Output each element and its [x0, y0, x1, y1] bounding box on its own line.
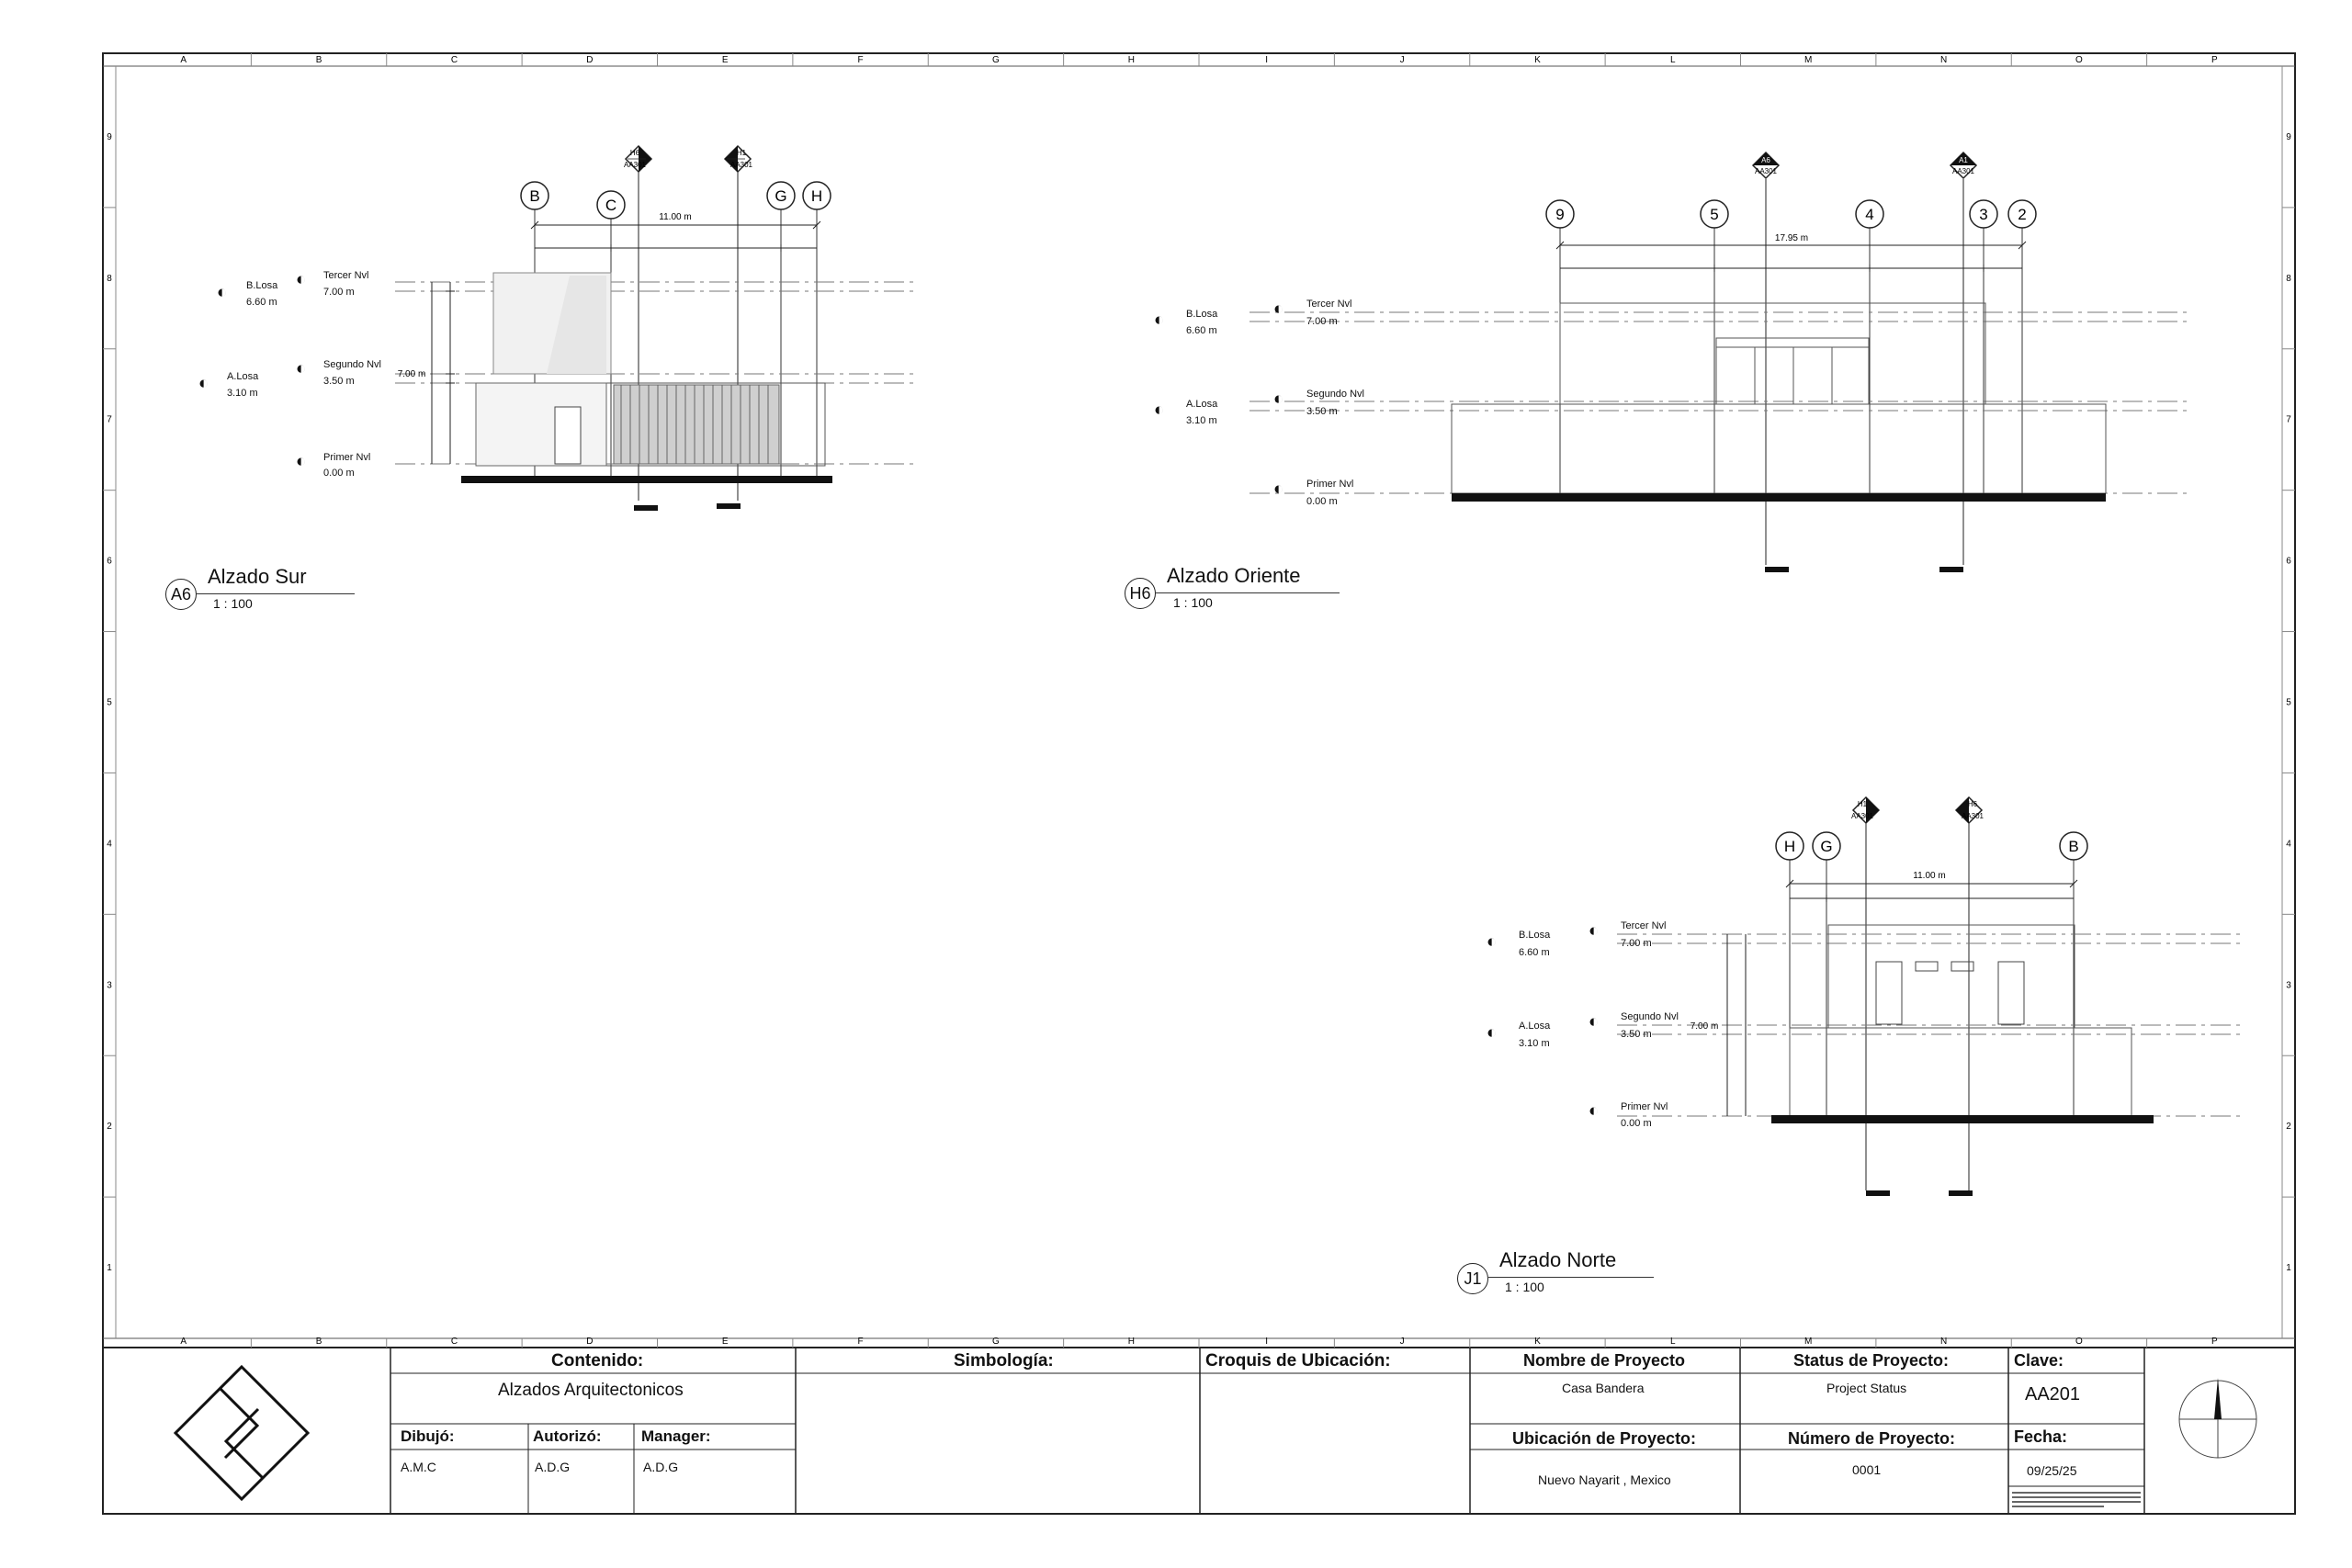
manager-value: A.D.G [643, 1460, 679, 1474]
status-label: Status de Proyecto: [1793, 1351, 1950, 1370]
view-id-bubble: A6 [165, 579, 197, 610]
grid-column-label-bottom: B [315, 1337, 322, 1347]
grid-column-label-bottom: E [721, 1337, 729, 1347]
grid-column-label-bottom: K [1534, 1337, 1541, 1347]
svg-text:AA301: AA301 [1850, 812, 1874, 820]
section-marker-h6-j1 [1949, 797, 1984, 1196]
grid-column-label-bottom: N [1939, 1337, 1948, 1347]
grid-column-label-top: E [721, 55, 729, 65]
section-marker-a6 [1753, 152, 1789, 572]
simbologia-label: Simbología: [954, 1351, 1054, 1371]
level-name: A.Losa [227, 371, 259, 382]
section-marker-h6-id: H6 [629, 149, 640, 157]
view-id-bubble: H6 [1125, 578, 1156, 609]
svg-text:B: B [2068, 838, 2079, 855]
grid-column-label-bottom: A [180, 1337, 187, 1347]
level-value: 3.50 m [1306, 406, 1338, 417]
gridline-h [803, 182, 831, 478]
view-scale: 1 : 100 [213, 596, 253, 611]
dimension-overall-label-h6: 17.95 m [1774, 233, 1809, 243]
grid-column-label-top: P [2211, 55, 2218, 65]
grid-column-label-top: D [586, 55, 594, 65]
grid-row-label-right: 9 [2286, 131, 2291, 142]
level-name: Primer Nvl [1621, 1101, 1668, 1112]
status-value: Project Status [1826, 1381, 1907, 1395]
elevation-a6 [395, 146, 919, 511]
elevation-h6 [1250, 152, 2191, 572]
dimension-overall-label: 11.00 m [659, 212, 692, 222]
sheet-grid-ticks [103, 53, 2295, 1348]
sheet-border [103, 53, 2295, 1514]
grid-column-label-bottom: P [2211, 1337, 2218, 1347]
level-name: B.Losa [1519, 930, 1551, 941]
sheet-grid-labels [107, 55, 2291, 1347]
autorizo-value: A.D.G [535, 1460, 571, 1474]
clave-label: Clave: [2014, 1351, 2064, 1370]
grid-row-label-right: 8 [2286, 273, 2291, 284]
view-title: Alzado Norte [1499, 1248, 1617, 1271]
level-name: B.Losa [246, 280, 278, 291]
grid-column-label-bottom: I [1265, 1337, 1269, 1347]
level-marker-icon: ◐ [1589, 921, 1600, 941]
view-scale: 1 : 100 [1173, 595, 1213, 610]
grid-row-label-left: 7 [107, 414, 112, 425]
grid-column-label-top: K [1534, 55, 1541, 65]
view-title: Alzado Oriente [1167, 564, 1301, 587]
svg-text:H1: H1 [1857, 800, 1868, 808]
grid-row-label-right: 2 [2286, 1122, 2291, 1133]
grid-row-label-right: 1 [2286, 1263, 2291, 1274]
grid-column-label-bottom: F [857, 1337, 864, 1347]
grid-row-label-right: 3 [2286, 980, 2291, 991]
grid-column-label-top: I [1265, 55, 1269, 65]
svg-text:H: H [810, 187, 823, 205]
contenido-value: Alzados Arquitectonicos [498, 1381, 684, 1400]
level-value: 3.10 m [1519, 1038, 1550, 1049]
view-id-bubble: J1 [1457, 1263, 1488, 1294]
grid-column-label-top: B [315, 55, 322, 65]
nombre-proyecto-value: Casa Bandera [1562, 1381, 1645, 1395]
grid-column-label-bottom: G [992, 1337, 1000, 1347]
level-marker-icon: ◐ [1589, 1012, 1600, 1032]
level-marker-icon: ◐ [217, 283, 228, 302]
level-marker-icon: ◐ [1589, 1101, 1600, 1121]
grid-column-label-bottom: J [1399, 1337, 1405, 1347]
grid-column-label-top: O [2075, 55, 2083, 65]
contenido-label: Contenido: [551, 1351, 644, 1371]
view-scale: 1 : 100 [1505, 1280, 1544, 1294]
grid-row-label-right: 5 [2286, 697, 2291, 708]
level-name: Primer Nvl [1306, 479, 1354, 490]
svg-text:G: G [1820, 838, 1833, 855]
ubicacion-value: Nuevo Nayarit , Mexico [1538, 1472, 1671, 1487]
svg-text:A6: A6 [1761, 156, 1770, 164]
numero-value: 0001 [1852, 1462, 1882, 1477]
svg-text:H: H [1783, 838, 1796, 855]
level-value: 6.60 m [1186, 325, 1217, 336]
total-height-label-j1: 7.00 m [1690, 1021, 1719, 1032]
level-marker-icon: ◐ [1487, 1023, 1498, 1043]
grid-row-label-right: 4 [2286, 839, 2291, 850]
level-name: Tercer Nvl [1306, 299, 1352, 310]
gridline-g-j1 [1813, 832, 1840, 1116]
svg-text:H6: H6 [1967, 800, 1978, 808]
level-name: Primer Nvl [323, 452, 371, 463]
level-value: 6.60 m [246, 297, 277, 308]
company-logo [175, 1367, 308, 1499]
grid-column-label-top: J [1399, 55, 1405, 65]
grid-column-label-top: N [1939, 55, 1948, 65]
level-value: 7.00 m [323, 287, 355, 298]
gridline-5 [1701, 200, 1728, 496]
grid-column-label-bottom: H [1127, 1337, 1135, 1347]
grid-row-label-left: 6 [107, 556, 112, 567]
level-value: 3.10 m [227, 388, 258, 399]
dibujo-label: Dibujó: [401, 1427, 455, 1445]
level-marker-icon: ◐ [1273, 299, 1284, 319]
svg-text:4: 4 [1865, 206, 1874, 223]
level-marker-icon: ◐ [296, 270, 307, 289]
level-name: Segundo Nvl [1621, 1011, 1679, 1022]
ubicacion-label: Ubicación de Proyecto: [1512, 1429, 1697, 1448]
manager-label: Manager: [641, 1427, 711, 1445]
svg-text:B: B [529, 187, 540, 205]
level-marker-icon: ◐ [1273, 389, 1284, 409]
gridline-3 [1970, 200, 1997, 496]
grid-row-label-left: 9 [107, 131, 112, 142]
svg-text:9: 9 [1555, 206, 1565, 223]
grid-column-label-bottom: M [1804, 1337, 1813, 1347]
svg-text:AA301: AA301 [1951, 167, 1975, 175]
grid-column-label-bottom: O [2075, 1337, 2083, 1347]
svg-text:5: 5 [1710, 206, 1719, 223]
grid-row-label-right: 7 [2286, 414, 2291, 425]
level-value: 3.10 m [1186, 415, 1217, 426]
grid-column-label-top: F [857, 55, 864, 65]
legal-notes [2012, 1492, 2141, 1507]
elevation-j1 [1617, 797, 2242, 1196]
grid-row-label-left: 2 [107, 1122, 112, 1133]
level-marker-icon: ◐ [1154, 400, 1165, 420]
level-name: A.Losa [1186, 399, 1218, 410]
grid-column-label-top: L [1670, 55, 1676, 65]
north-arrow-icon [2179, 1378, 2256, 1458]
level-name: Tercer Nvl [1621, 920, 1667, 931]
section-marker-h6-sheet: AA301 [623, 161, 647, 169]
dimension-overall [531, 221, 820, 229]
grid-column-label-top: G [992, 55, 1000, 65]
grid-row-label-right: 6 [2286, 556, 2291, 567]
numero-label: Número de Proyecto: [1788, 1429, 1956, 1448]
grid-row-label-left: 8 [107, 273, 112, 284]
level-name: Segundo Nvl [323, 359, 381, 370]
dibujo-value: A.M.C [401, 1460, 436, 1474]
svg-text:AA301: AA301 [1754, 167, 1778, 175]
level-marker-icon: ◐ [296, 359, 307, 378]
svg-text:C: C [605, 197, 617, 214]
gridline-b-j1 [2060, 832, 2087, 1116]
level-value: 0.00 m [323, 468, 355, 479]
level-marker-icon: ◐ [1273, 479, 1284, 499]
svg-text:AA301: AA301 [1961, 812, 1984, 820]
grid-column-label-bottom: C [450, 1337, 458, 1347]
svg-text:G: G [775, 187, 787, 205]
view-title: Alzado Sur [208, 565, 307, 588]
level-marker-icon: ◐ [1487, 932, 1498, 952]
total-height-label: 7.00 m [397, 369, 426, 379]
fecha-label: Fecha: [2014, 1427, 2068, 1446]
grid-column-label-bottom: D [586, 1337, 594, 1347]
svg-text:2: 2 [2018, 206, 2027, 223]
dimension-overall-label-j1: 11.00 m [1913, 871, 1946, 881]
level-value: 0.00 m [1306, 496, 1338, 507]
section-marker-h1-j1 [1851, 797, 1890, 1196]
level-name: Tercer Nvl [323, 270, 369, 281]
grid-row-label-left: 3 [107, 980, 112, 991]
svg-text:A1: A1 [1959, 156, 1968, 164]
svg-text:3: 3 [1979, 206, 1988, 223]
level-name: A.Losa [1519, 1021, 1551, 1032]
facade-slats [614, 385, 779, 464]
grid-row-label-left: 1 [107, 1263, 112, 1274]
level-marker-icon: ◐ [198, 374, 209, 393]
grid-row-label-left: 5 [107, 697, 112, 708]
grid-row-label-left: 4 [107, 839, 112, 850]
level-marker-icon: ◐ [1154, 310, 1165, 330]
grid-column-label-top: A [180, 55, 187, 65]
level-value: 3.50 m [1621, 1029, 1652, 1040]
grid-column-label-top: M [1804, 55, 1813, 65]
grid-column-label-bottom: L [1670, 1337, 1676, 1347]
level-value: 6.60 m [1519, 947, 1550, 958]
croquis-label: Croquis de Ubicación: [1205, 1351, 1391, 1371]
level-value: 0.00 m [1621, 1118, 1652, 1129]
nombre-proyecto-label: Nombre de Proyecto [1523, 1351, 1686, 1370]
level-value: 3.50 m [323, 376, 355, 387]
section-marker-h1-id: H1 [736, 149, 747, 157]
grid-column-label-top: H [1127, 55, 1135, 65]
grid-column-label-top: C [450, 55, 458, 65]
level-value: 7.00 m [1621, 938, 1652, 949]
level-marker-icon: ◐ [296, 452, 307, 471]
section-marker-h1-sheet: AA301 [729, 161, 753, 169]
gridline-4 [1856, 200, 1883, 496]
fecha-value: 09/25/25 [2027, 1463, 2077, 1478]
clave-value: AA201 [2025, 1384, 2081, 1404]
level-name: B.Losa [1186, 309, 1218, 320]
level-name: Segundo Nvl [1306, 389, 1364, 400]
level-value: 7.00 m [1306, 316, 1338, 327]
autorizo-label: Autorizó: [533, 1427, 602, 1445]
